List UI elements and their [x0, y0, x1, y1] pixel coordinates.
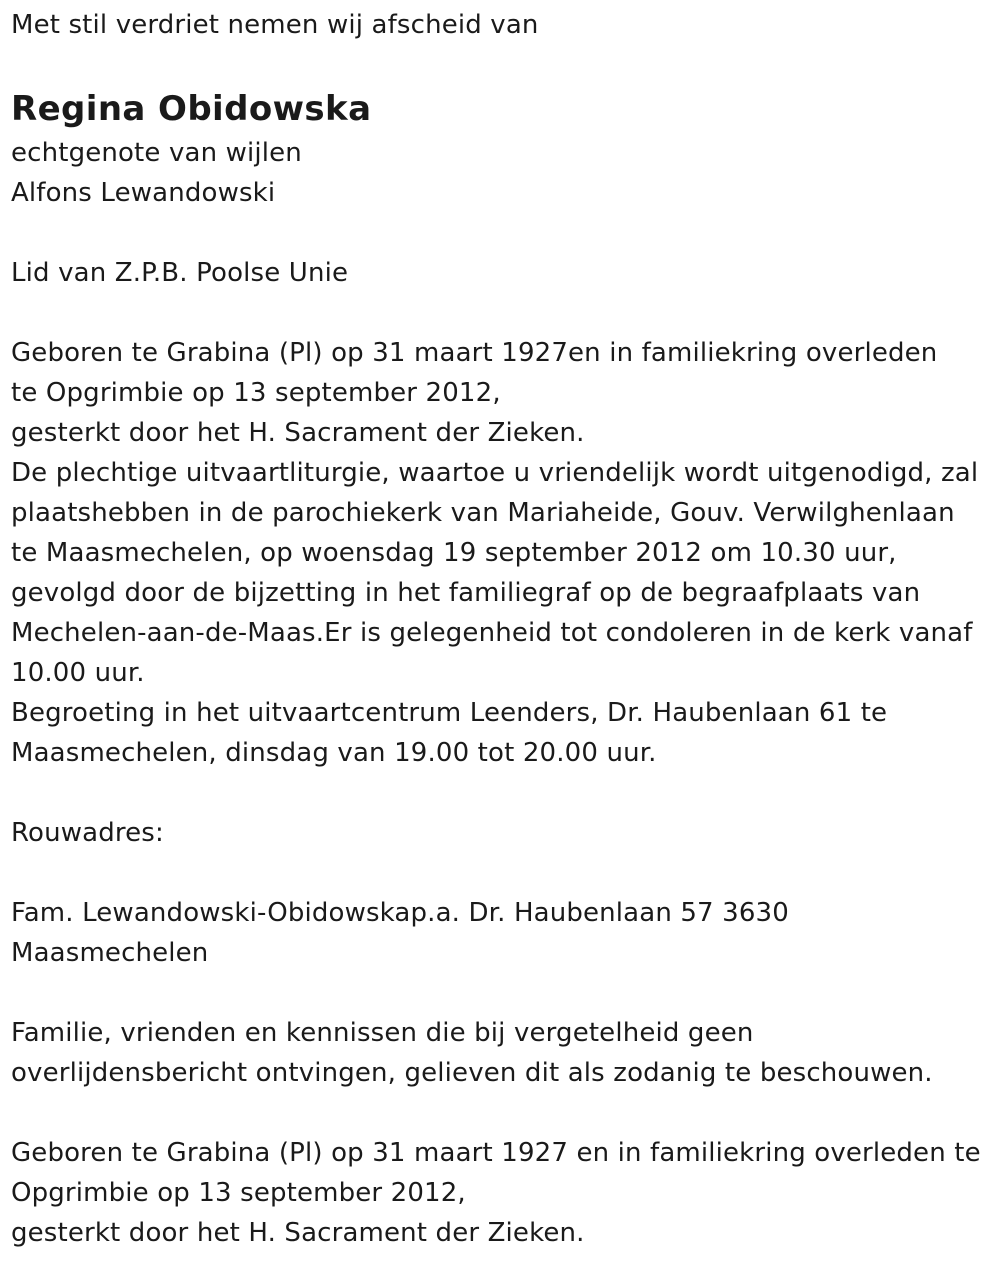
- notice-line: Familie, vrienden en kennissen die bij vergetelheid geen: [11, 1018, 754, 1048]
- spacer: [11, 1093, 991, 1133]
- mourning-address-line: Fam. Lewandowski-Obidowskap.a. Dr. Haubenlaan 57 3630: [11, 898, 789, 928]
- main-text-line: Geboren te Grabina (Pl) op 31 maart 1927en in familiekring overleden: [11, 338, 938, 368]
- spouse-line: echtgenote van wijlen: [11, 138, 302, 168]
- main-text-line: Mechelen-aan-de-Maas.Er is gelegenheid tot condoleren in de kerk vanaf: [11, 618, 973, 648]
- spacer: [11, 973, 991, 1013]
- main-text-line: gevolgd door de bijzetting in het familiegraf op de begraafplaats van: [11, 578, 921, 608]
- main-text-line: De plechtige uitvaartliturgie, waartoe u vriendelijk wordt uitgenodigd, zal: [11, 458, 979, 488]
- obituary-notice: [11, 0, 991, 1253]
- deceased-name: Regina Obidowska: [11, 89, 372, 129]
- repeat-line: gesterkt door het H. Sacrament der Zieken.: [11, 1218, 585, 1248]
- spacer: [11, 45, 991, 83]
- main-text-line: te Opgrimbie op 13 september 2012,: [11, 378, 501, 408]
- spacer: [11, 293, 991, 333]
- intro-line: Met stil verdriet nemen wij afscheid van: [11, 10, 539, 40]
- main-text-line: te Maasmechelen, op woensdag 19 september 2012 om 10.30 uur,: [11, 538, 897, 568]
- spacer: [11, 773, 991, 813]
- notice-line: overlijdensbericht ontvingen, gelieven dit als zodanig te beschouwen.: [11, 1058, 933, 1088]
- main-text-line: Maasmechelen, dinsdag van 19.00 tot 20.00 uur.: [11, 738, 657, 768]
- repeat-line: Opgrimbie op 13 september 2012,: [11, 1178, 466, 1208]
- membership-line: Lid van Z.P.B. Poolse Unie: [11, 258, 349, 288]
- spacer: [11, 213, 991, 253]
- spouse-line: Alfons Lewandowski: [11, 178, 276, 208]
- mourning-address-label: Rouwadres:: [11, 818, 164, 848]
- main-text-line: plaatshebben in de parochiekerk van Mariaheide, Gouv. Verwilghenlaan: [11, 498, 955, 528]
- main-text-line: gesterkt door het H. Sacrament der Zieken.: [11, 418, 585, 448]
- spacer: [11, 853, 991, 893]
- mourning-address-line: Maasmechelen: [11, 938, 209, 968]
- main-text-line: 10.00 uur.: [11, 658, 145, 688]
- repeat-line: Geboren te Grabina (Pl) op 31 maart 1927 en in familiekring overleden te: [11, 1138, 981, 1168]
- main-text-line: Begroeting in het uitvaartcentrum Leenders, Dr. Haubenlaan 61 te: [11, 698, 888, 728]
